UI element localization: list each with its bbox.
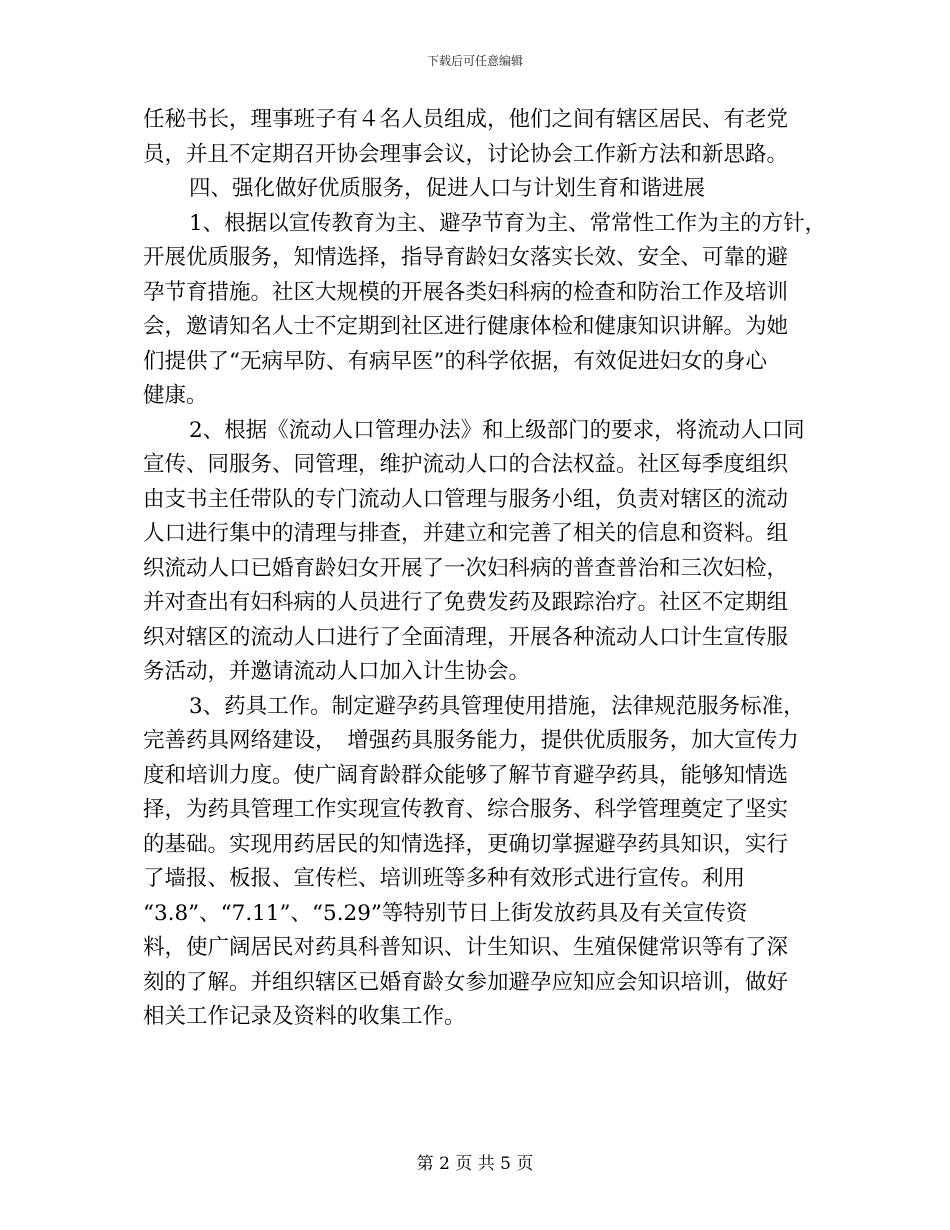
body-line: 相关工作记录及资料的收集工作。 bbox=[143, 1004, 466, 1029]
body-line: 了墙报、板报、宣传栏、培训班等多种有效形式进行宣传。利用 bbox=[143, 866, 746, 891]
body-line: 孕节育措施。社区大规模的开展各类妇科病的检查和防治工作及培训 bbox=[143, 279, 789, 305]
body-line: 的基础。实现用药居民的知情选择，更确切掌握避孕药具知识，实行 bbox=[143, 831, 789, 857]
body-line: 开展优质服务，知情选择，指导育龄妇女落实长效、安全、可靠的避 bbox=[143, 245, 789, 270]
body-line: “3.8”、“7.11”、“5.29”等特别节日上街发放药具及有关宣传资 bbox=[143, 900, 748, 926]
body-line: 度和培训力度。使广阔育龄群众能够了解节育避孕药具，能够知情选 bbox=[143, 762, 789, 788]
page-number-footer: 第 2 页 共 5 页 bbox=[416, 1154, 534, 1174]
body-line: 们提供了“无病早防、有病早医”的科学依据，有效促进妇女的身心 bbox=[143, 348, 767, 374]
body-line: 健康。 bbox=[143, 383, 208, 408]
body-line: 2、根据《流动人口管理办法》和上级部门的要求，将流动人口同 bbox=[189, 417, 805, 443]
body-line: 人口进行集中的清理与排查，并建立和完善了相关的信息和资料。组 bbox=[143, 521, 789, 546]
body-line: 3、药具工作。制定避孕药具管理使用措施，法律规范服务标准， bbox=[189, 693, 805, 719]
body-line: 务活动，并邀请流动人口加入计生协会。 bbox=[143, 659, 531, 684]
body-line: 料，使广阔居民对药具科普知识、计生知识、生殖保健常识等有了深 bbox=[143, 935, 789, 960]
body-line: 任秘书长，理事班子有４名人员组成，他们之间有辖区居民、有老党 bbox=[143, 107, 789, 132]
body-line: 织对辖区的流动人口进行了全面清理，开展各种流动人口计生宣传服 bbox=[143, 624, 789, 650]
body-line: 由支书主任带队的专门流动人口管理与服务小组，负责对辖区的流动 bbox=[143, 486, 789, 512]
body-line: 择，为药具管理工作实现宣传教育、综合服务、科学管理奠定了坚实 bbox=[143, 797, 789, 822]
document-body bbox=[143, 103, 827, 1035]
page-header: 下载后可任意编辑 bbox=[426, 54, 523, 68]
body-line: 员，并且不定期召开协会理事会议，讨论协会工作新方法和新思路。 bbox=[143, 141, 789, 167]
body-line: 并对查出有妇科病的人员进行了免费发药及跟踪治疗。社区不定期组 bbox=[143, 590, 789, 615]
body-line: 会，邀请知名人士不定期到社区进行健康体检和健康知识讲解。为她 bbox=[143, 314, 789, 339]
body-line: 宣传、同服务、同管理，维护流动人口的合法权益。社区每季度组织 bbox=[143, 452, 789, 477]
body-line: 完善药具网络建设， 增强药具服务能力，提供优质服务，加大宣传力 bbox=[143, 728, 799, 753]
body-line: 刻的了解。并组织辖区已婚育龄女参加避孕应知应会知识培训，做好 bbox=[143, 969, 789, 995]
section-heading: 四、强化做好优质服务，促进人口与计划生育和谐进展 bbox=[189, 176, 706, 201]
body-line: 织流动人口已婚育龄妇女开展了一次妇科病的普查普治和三次妇检， bbox=[143, 555, 789, 581]
body-line: 1、根据以宣传教育为主、避孕节育为主、常常性工作为主的方针， bbox=[189, 210, 827, 236]
